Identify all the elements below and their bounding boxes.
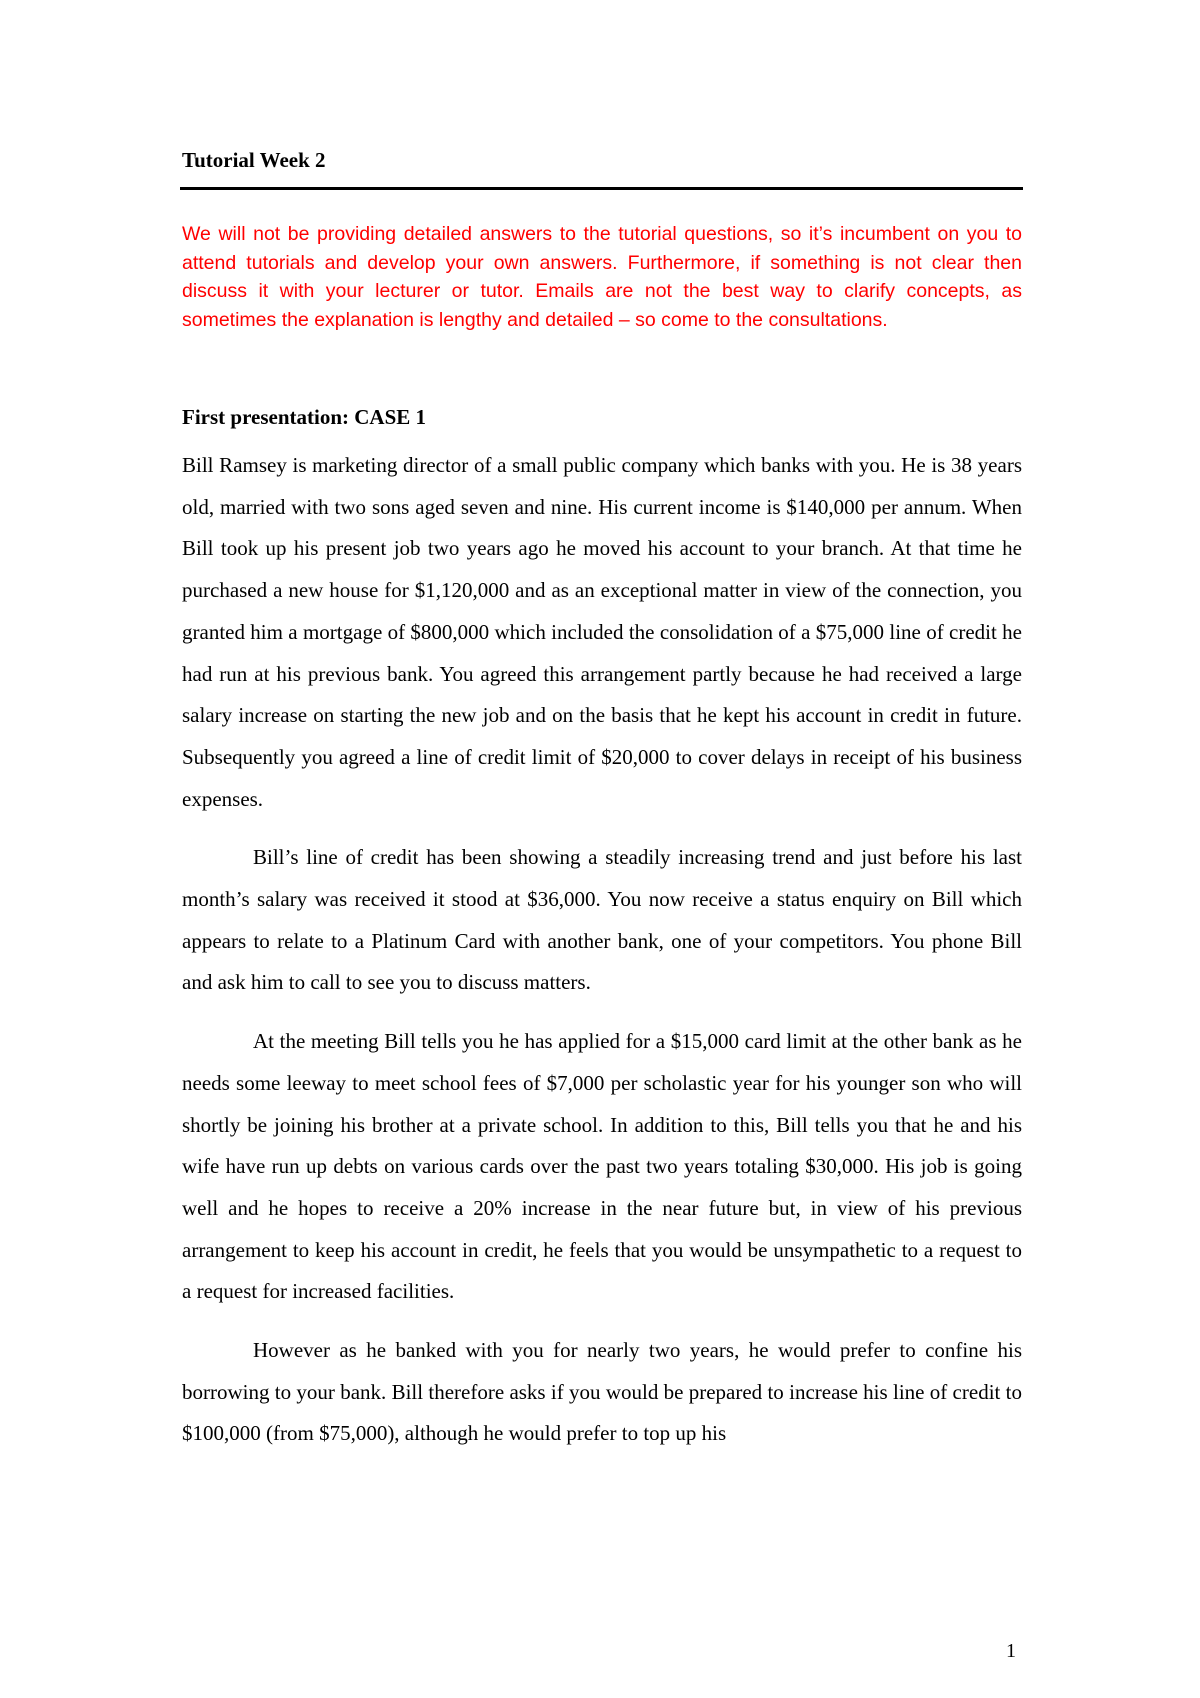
section-heading: First presentation: CASE 1 [182,405,427,429]
case-body [182,445,1022,1455]
case-paragraph-1: Bill Ramsey is marketing director of a small public company which banks with you. He is 38 years old, married with two sons aged seven and nine. His current income is $140,000 per annum. When Bill took up his present job two years ago he moved his account to your branch. At that time he purchased a new house for $1,120,000 and as an exceptional matter in view of the connection, you granted him a mortgage of $800,000 which included the consolidation of a $75,000 line of credit he had run at his previous bank. You agreed this arrangement partly because he had received a large salary increase on starting the new job and on the basis that he kept his account in credit in future. Subsequently you agreed a line of credit limit of $20,000 to cover delays in receipt of his business expenses. [182,453,1022,811]
page-number: 1 [1006,1640,1016,1662]
case-paragraph-4: However as he banked with you for nearly two years, he would prefer to confine his borrowing to your bank. Bill therefore asks if you would be prepared to increase his line of credit to $100,000 (from $75,000), although he would prefer to top up his [182,1338,1022,1446]
title-divider [180,187,1023,190]
tutorial-notice: We will not be providing detailed answers to the tutorial questions, so it’s incumbent on you to attend tutorials and develop your own answers. Furthermore, if something is not clear then discuss it with your lecturer or tutor. Emails are not the best way to clarify concepts, as sometimes the explanation is lengthy and detailed – so come to the consultations. [182,223,1022,331]
case-paragraph-2: Bill’s line of credit has been showing a steadily increasing trend and just before his last month’s salary was received it stood at $36,000. You now receive a status enquiry on Bill which appears to relate to a Platinum Card with another bank, one of your competitors. You phone Bill and ask him to call to see you to discuss matters. [182,845,1022,995]
document-title: Tutorial Week 2 [182,148,326,172]
case-paragraph-3: At the meeting Bill tells you he has applied for a $15,000 card limit at the other bank as he needs some leeway to meet school fees of $7,000 per scholastic year for his younger son who will shortly be joining his brother at a private school. In addition to this, Bill tells you that he and his wife have run up debts on various cards over the past two years totaling $30,000. His job is going well and he hopes to receive a 20% increase in the near future but, in view of his previous arrangement to keep his account in credit, he feels that you would be unsympathetic to a request to a request for increased facilities. [182,1029,1022,1304]
